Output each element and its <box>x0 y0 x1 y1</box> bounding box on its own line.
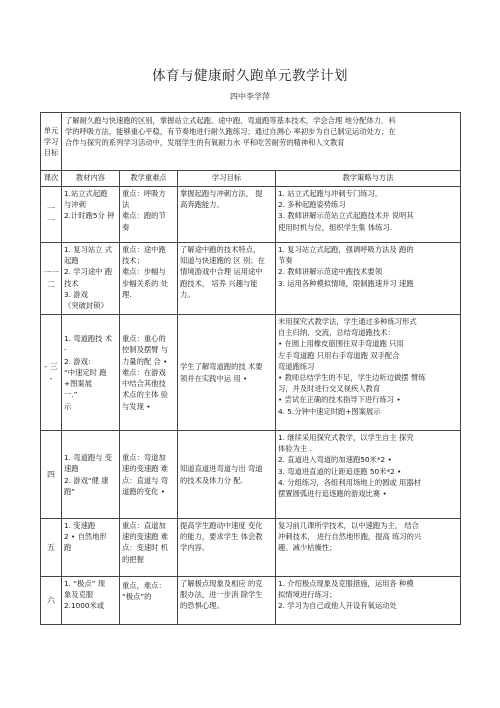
key-points-cell <box>120 187 178 243</box>
lesson-row <box>41 577 461 625</box>
strategy-line: 2. 多种起跑姿势练习 <box>278 200 346 210</box>
unit-goal-label <box>41 113 62 171</box>
strategy-line: 2. 直道进入弯道的加速跑50米*2 • <box>278 455 392 465</box>
content-line: 1. 复习站立 式 <box>64 245 113 254</box>
header-key-points: 教学重难点 <box>120 171 178 187</box>
unit-goal-line: 学的呼吸方法，能够重心平稳，有节奏地进行耐久跑练习；通过自测心 率初步为自己制定运动处方；在 <box>65 127 396 137</box>
objective-cell <box>178 243 276 315</box>
content-line: 示 <box>64 401 72 411</box>
objective-line: 跑技术， 培养 兴趣与能 <box>180 278 258 288</box>
lesson-number <box>41 519 62 577</box>
objective-line: 的能力，要求学生 体会教 <box>180 532 263 542</box>
lesson-row <box>41 519 461 577</box>
strategy-line: 拟情境进行练习； <box>278 590 337 600</box>
unit-goal-label-line: 学习 <box>43 136 59 146</box>
lesson-number <box>41 243 62 315</box>
content-cell <box>62 187 120 243</box>
strategy-line: • 教师总结学生的不足，学生边听边做摆 臂练 <box>278 373 426 383</box>
content-line: - <box>64 345 67 355</box>
strategy-line: 习，并及时进行交叉视疾人教育 <box>278 384 381 394</box>
key-line: 理. <box>122 289 132 299</box>
objective-line: 知道直道进弯道与出 弯道 <box>180 464 263 474</box>
strategy-line: • 在圆上用橡皮筋围住双手弯道跑 只用 <box>278 339 404 349</box>
strategy-cell <box>276 187 461 243</box>
strategy-line: 自主归纳、交流，总结弯道跑技术： <box>278 328 395 338</box>
key-line: 重点，难点： <box>122 581 166 590</box>
unit-goal-row <box>41 113 461 171</box>
content-line: 2.计时跑5分 钟 <box>64 211 115 221</box>
content-line: 2 • 自然地形 <box>64 532 107 542</box>
objective-line: 领并在实践中运 用 • <box>180 373 248 383</box>
content-line: 2. 学习途中 跑 <box>64 267 113 277</box>
content-line: 象及克服 <box>64 590 94 600</box>
header-content: 教材内容 <box>62 171 120 187</box>
content-line: 《突破封锁》 <box>64 301 108 311</box>
strategy-cell <box>276 243 461 315</box>
key-line: 速的变速跑 难 <box>122 464 169 474</box>
objective-line: 了解极点现象及相应 的克 <box>180 579 263 588</box>
key-points-cell <box>120 577 178 625</box>
key-line: 速的变速跑 难 <box>122 532 169 542</box>
strategy-line: 弯道跑练习 <box>278 361 315 371</box>
lesson-number <box>41 431 62 519</box>
key-line: 的把握 <box>122 554 144 564</box>
objective-line: 高奔跑能力。 <box>180 200 224 210</box>
objective-line: 了解途中跑的技术特点， <box>180 245 261 254</box>
key-line: 术点的主体 验 <box>122 390 169 400</box>
key-line: 法 <box>122 200 130 210</box>
objective-line: 服办法，进一步消 除学生 <box>180 590 263 600</box>
strategy-line: 2. 学习为自己或他人开设有氧运动处 <box>278 601 397 611</box>
key-line: 重点：直道加 <box>122 521 166 530</box>
strategy-line: 冲刺技术， 进行自然地形跑，提高 练习的兴 <box>278 532 422 542</box>
strategy-line: 左手弯道跑 只用右手弯道跑 双手配合 <box>278 350 400 360</box>
objective-line: 情境游戏中合理 运用途中 <box>180 267 263 277</box>
key-points-cell <box>120 243 178 315</box>
objective-line: 力。 <box>180 289 195 299</box>
content-line: 1. 弯道跑与 变 <box>64 453 113 463</box>
content-line: “中速定时 跑 <box>64 367 107 377</box>
key-line: 重点：途中跑 <box>122 245 166 254</box>
objective-cell <box>178 577 276 625</box>
content-line: 3. 游戏 <box>64 289 88 299</box>
key-line: 重点：弯道加 <box>122 453 166 463</box>
lesson-number-line: 五 <box>47 542 55 552</box>
objective-line: 的技术及体力分 配. <box>180 475 244 485</box>
key-line: 技术； <box>122 256 144 266</box>
strategy-line: 体验为主 . <box>278 444 312 454</box>
lesson-number <box>41 577 62 625</box>
objective-line: 提高学生跑动中速度 变化 <box>180 521 263 530</box>
key-line: 力量的配 合 • <box>122 356 168 366</box>
content-line: 跑” <box>64 486 76 496</box>
lesson-number <box>41 187 62 243</box>
content-line: 速跑 <box>64 464 79 474</box>
strategy-line: 1. 复习站立式起跑，强调呼吸方法及 跑的 <box>278 245 414 254</box>
key-line: 与发现 • <box>122 401 151 411</box>
objective-cell <box>178 519 276 577</box>
unit-goal-line: 合作与探究的系列学习活动中，发展学生的有氧耐力水 平和吃苦耐劳的精神和人文教育 <box>65 138 345 148</box>
content-cell <box>62 243 120 315</box>
key-line: 点：直道与 弯 <box>122 475 169 485</box>
content-line: +图案展 <box>64 379 93 389</box>
lesson-row <box>41 187 461 243</box>
teaching-plan-table <box>40 112 461 625</box>
document-title: 体育与健康耐久跑单元教学计划 <box>152 68 348 84</box>
content-line: 一.” <box>64 390 78 400</box>
lesson-row <box>41 243 461 315</box>
key-points-cell <box>120 315 178 431</box>
strategy-line: 米用探究式教学法，学生通过多种练习形式 <box>278 317 417 326</box>
lesson-row <box>41 431 461 519</box>
content-cell <box>62 519 120 577</box>
strategy-line: 节奏 <box>278 256 293 266</box>
unit-goal-label-line: 单元 <box>43 125 59 135</box>
strategy-line: 3. 教师讲解示范站立式起跑技术并 说明其 <box>278 211 414 221</box>
strategy-line: • 尝试在正确的技术指导下进行练习 • <box>278 395 401 405</box>
key-line: “极点”的 <box>122 592 152 602</box>
content-line: 与冲刺 <box>64 200 86 210</box>
objective-line: 的恐惧心理。 <box>180 601 224 611</box>
strategy-line: 4. 5.分钟中速定时跑+图案展示 <box>278 406 381 416</box>
key-line: 中结合其他技 <box>122 379 166 389</box>
lesson-number-line: 二 <box>47 279 55 289</box>
lesson-number-line: 一 <box>47 215 55 225</box>
unit-goal-text <box>62 113 461 171</box>
key-line: 难点：在游戏 <box>122 367 166 377</box>
content-line: 2. 游戏： <box>64 356 96 366</box>
objective-cell <box>178 187 276 243</box>
objective-cell <box>178 315 276 431</box>
key-line: 重点：呼吸方 <box>122 189 166 198</box>
lesson-number-line: 一 <box>47 204 55 214</box>
strategy-cell <box>276 577 461 625</box>
key-line: 难点：跑的节 <box>122 211 166 221</box>
content-cell <box>62 315 120 431</box>
key-points-cell <box>120 431 178 519</box>
content-line: 1. 变速跑 <box>64 521 96 530</box>
unit-goal-label-line: 目标 <box>43 148 59 158</box>
key-line: 重点：重心的 <box>122 334 166 344</box>
author-line: 四中李学萍 <box>230 92 270 101</box>
strategy-line: 1. 继续采用探究式教学，以学生自主 探究 <box>278 433 414 442</box>
strategy-line: 复习前几课所学技术，以中速跑为主， 结合 <box>278 521 419 530</box>
strategy-line: 3. 弯道进直道的让距追逐跑 50米*2 • <box>278 466 402 476</box>
table-header-row <box>41 171 461 187</box>
header-lesson: 课次 <box>41 171 62 187</box>
lesson-number-line: 四 <box>47 469 55 479</box>
objective-line: 学内容。 <box>180 543 210 553</box>
lesson-number-line: 一一 <box>43 268 59 278</box>
strategy-line: 使用时机与位，组织学生集 体练习. <box>278 222 393 232</box>
strategy-line: 4. 分组练习，各组利用场地上的圆或 用器材 <box>278 477 421 487</box>
content-line: 起跑 <box>64 256 79 266</box>
strategy-cell <box>276 315 461 431</box>
key-line: 奏 <box>122 222 130 232</box>
objective-line: 掌握起跑与冲刺方法， 提 <box>180 189 263 198</box>
strategy-cell <box>276 519 461 577</box>
header-strategy: 教学策略与方法 <box>276 171 461 187</box>
key-line: 点：变速时 机 <box>122 543 169 553</box>
unit-goal-line: 了解耐久跑与快速跑的区别，掌握站立式起跑、途中跑、弯道跑等基本技术，学会合理 地分配体力．科 <box>65 116 396 125</box>
content-line: 1.站立式起跑 <box>64 189 108 198</box>
strategy-line: 3. 运用各种模拟情境，限制跑速并习 速跑 <box>278 278 414 288</box>
key-points-cell <box>120 519 178 577</box>
content-line: 1. 弯道跑技 术 <box>64 334 113 344</box>
key-line: 难点：步幅与 <box>122 267 166 277</box>
strategy-line: 2. 教师讲解示范途中跑技术要领 <box>278 267 383 277</box>
key-line: 步幅关系的 处 <box>122 278 169 288</box>
key-line: 道跑的变化 • <box>122 486 166 496</box>
key-line: 控制及摆臂 与 <box>122 345 169 355</box>
content-line: 1. “极点” 现 <box>64 579 106 588</box>
strategy-line: 1. 介绍极点现象及克服措施，运用各 种模 <box>278 579 414 588</box>
content-line: 2. 游戏“健 康 <box>64 475 109 485</box>
strategy-cell <box>276 431 461 519</box>
content-line: 2.1000米或 <box>64 601 105 611</box>
content-line: 跑 <box>64 543 72 553</box>
header-objective: 学习目标 <box>178 171 276 187</box>
objective-line: 知道与快速跑的 区 别；在 <box>180 256 265 266</box>
strategy-line: 1. 站立式起跑与冲刺专门练习。 <box>278 189 383 198</box>
strategy-line: 摆置圆弧进行追逐跑的游戏比赛 • <box>278 489 387 499</box>
content-cell <box>62 577 120 625</box>
objective-line: 学生了解弯道跑的技 术要 <box>180 362 263 372</box>
strategy-line: 趣。减少枯燥性； <box>278 543 337 553</box>
objective-cell <box>178 431 276 519</box>
lesson-number-line: 六 <box>47 595 55 605</box>
lesson-number-line: - 三 - <box>44 362 58 383</box>
content-line: 技术 <box>64 278 79 288</box>
lesson-row <box>41 315 461 431</box>
content-cell <box>62 431 120 519</box>
lesson-number <box>41 315 62 431</box>
